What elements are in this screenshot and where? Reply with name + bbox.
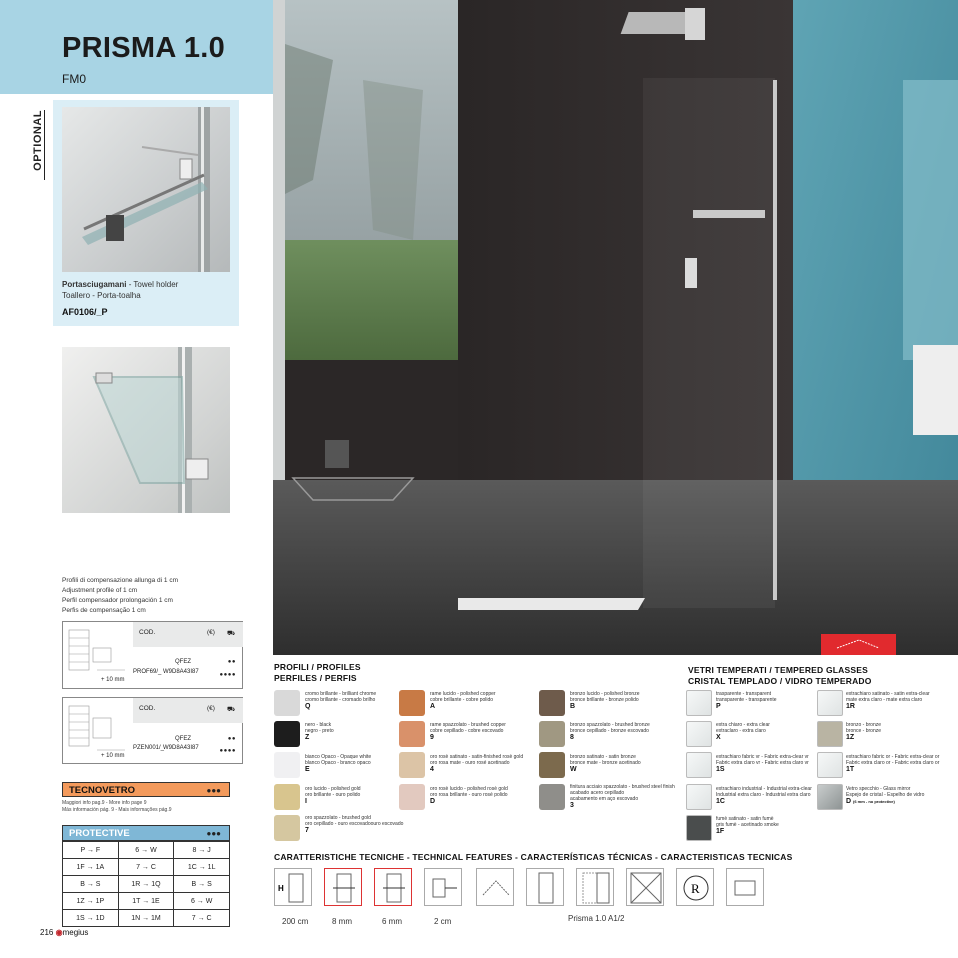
brand-logo-icon: ◉ — [55, 928, 63, 937]
table-row: 1Z → 1P 1T → 1E 6 → W — [63, 893, 230, 910]
adjustment-table-2: COD. (€) ⛟ QFEZ ●● PZEN001/_ W9D8A43I87 ●●●● + 10 mm — [62, 697, 243, 764]
optional-caption: Portasciugamani - Towel holder Toallero - Porta-toalha — [62, 280, 179, 300]
table-header: COD. (€) ⛟ — [133, 698, 243, 723]
swatch-z — [274, 721, 300, 747]
page-footer — [40, 928, 88, 937]
adjustment-profile-text: Profili di compensazione allunga di 1 cm Adjustment profile of 1 cm Perfil compensador prolongación 1 cm Perfis de compensação 1 cm — [62, 577, 178, 614]
swatch-4 — [399, 752, 425, 778]
table-header: COD. (€) ⛟ — [133, 622, 243, 647]
layout-badge — [821, 634, 896, 655]
glass-swatch-x — [686, 721, 712, 747]
glass-swatch-d — [817, 784, 843, 810]
thickness-8-value: 8 mm — [332, 917, 352, 926]
glass-d: Vetro specchio - Glass mirror Espejo de cristal - Espelho de vidro D (6 mm - no protective) — [846, 786, 925, 805]
glass-p: trasparente - transparent transparente - transparente P — [716, 691, 777, 710]
swatch-i — [274, 784, 300, 810]
truck-icon: ⛟ — [227, 706, 236, 713]
profile-3: finitura acciaio spazzolato - brushed steel finish acabado acero cepillado acabamento em aço escovado 3 — [570, 784, 675, 809]
optional-code: AF0106/_P — [62, 307, 108, 317]
profile-7: oro spazzolato - brushed gold oro cepillado - ouro escovadoouro escovado 7 — [305, 815, 404, 834]
svg-text:H: H — [278, 884, 284, 893]
table-row: B → S 1R → 1Q B → S — [63, 876, 230, 893]
protective-band: PROTECTIVE ●●● — [62, 825, 230, 841]
profile-sketch-2 — [67, 702, 129, 754]
glass-1f: fumè satinato - satin fumè gris fumè - acetinado smoke 1F — [716, 816, 779, 835]
glasses-heading: VETRI TEMPERATI / TEMPERED GLASSES CRISTAL TEMPLADO / VIDRO TEMPERADO — [688, 665, 872, 686]
swatch-d — [399, 784, 425, 810]
glass-swatch-1r — [817, 690, 843, 716]
glass-1z: bronzo - bronze bronce - bronze 1Z — [846, 722, 882, 741]
model-code: FM0 — [62, 72, 86, 86]
corner-shelf-photo — [62, 347, 230, 513]
swatch-8 — [539, 721, 565, 747]
hero-photo — [273, 0, 958, 655]
adjustment-table-1: COD. (€) ⛟ QFEZ ●● PROF69/_ W9D8A43I87 ●●●● + 10 mm — [62, 621, 243, 689]
profile-8: bronzo spazzolato - brushed bronze bronce cepillado - bronze escovado 8 — [570, 722, 650, 741]
tray-icon — [626, 868, 664, 906]
table-row: 1F → 1A 7 → C 1C → 1L — [63, 859, 230, 876]
profile-e: bianco Opaco - Opaque white blanco Opaco - branco opaco E — [305, 754, 372, 773]
swatch-9 — [399, 721, 425, 747]
swatch-b — [539, 690, 565, 716]
profile-z: nero - black negro - preto Z — [305, 722, 334, 741]
profile-9: rame spazzolato - brushed copper cobre cepillado - cobre escovado 9 — [430, 722, 506, 741]
profile-q: cromo brillante - brilliant chrome cromo brillante - cromado brilho Q — [305, 691, 377, 710]
glass-swatch-1z — [817, 721, 843, 747]
walk-in-layout-icon — [476, 868, 514, 906]
profiles-heading: PROFILI / PROFILES PERFILES / PERFIS — [274, 662, 361, 683]
optional-label: OPTIONAL — [30, 110, 46, 180]
tecnovetro-band: TECNOVETRO ●●● — [62, 782, 230, 797]
glass-thickness-6-icon — [374, 868, 412, 906]
tecnovetro-note: Maggiori info pag.9 - More info page 9 Más información pág. 9 - Mais informações pág.9 — [62, 800, 172, 813]
swatch-7 — [274, 815, 300, 841]
glass-1c: extrachiaro industrial - Industrial extra-clear Industrial extra claro - Industrial extra claro 1C — [716, 786, 812, 805]
truck-icon: ⛟ — [227, 630, 236, 637]
glass-1s: extrachiaro fabric vr - Fabric extra-clear vr Fabric extra claro vr - Fabric extra claro vr 1S — [716, 754, 809, 773]
reversible-r-icon — [676, 868, 714, 906]
glass-swatch-1t — [817, 752, 843, 778]
profile-a: rame lucido - polished copper cobre brillante - cobre polido A — [430, 691, 496, 710]
glass-thickness-8-icon — [324, 868, 362, 906]
wall-profile-icon — [726, 868, 764, 906]
glass-swatch-1s — [686, 752, 712, 778]
profile-4: oro rosè satinato - satin-finished rosè gold oro rosa mate - ouro rosé acetinado 4 — [430, 754, 524, 773]
profile-w: bronzo satinato - satin bronze bronce mate - bronze acetinado W — [570, 754, 641, 773]
thickness-6-value: 6 mm — [382, 917, 402, 926]
swatch-w — [539, 752, 565, 778]
height-icon — [274, 868, 312, 906]
glass-swatch-p — [686, 690, 712, 716]
profile-b: bronzo lucido - polished bronze bronce brillante - bronze polido B — [570, 691, 640, 710]
glass-1r: extrachiaro satinato - satin extra-clear mate extra claro - mate extra claro 1R — [846, 691, 930, 710]
swatch-e — [274, 752, 300, 778]
profile-d: oro rosè lucido - polished rosè gold oro rosa brillante - ouro rosé polido D — [430, 786, 508, 805]
reversible-icon — [576, 868, 614, 906]
brand-name: megius — [62, 928, 89, 937]
swatch-3 — [539, 784, 565, 810]
glass-swatch-1c — [686, 784, 712, 810]
page-title: PRISMA 1.0 — [62, 32, 226, 64]
technical-heading: CARATTERISTICHE TECNICHE - TECHNICAL FEATURES - CARACTERÍSTICAS TÉCNICAS - CARACTERISTICAS TECNICAS — [274, 852, 793, 862]
profile-i: oro lucido - polished gold oro brillante - ouro polido I — [305, 786, 361, 805]
glass-x: extra chiaro - extra clear extraclaro - extra claro X — [716, 722, 770, 741]
panel-icon — [526, 868, 564, 906]
model-reference: Prisma 1.0 A1/2 — [568, 914, 625, 923]
adjustment-value: 2 cm — [434, 917, 452, 926]
page-number: 216 — [40, 928, 54, 937]
table-row: 1S → 1D 1N → 1M 7 → C — [63, 910, 230, 927]
swatch-a — [399, 690, 425, 716]
towel-holder-photo — [62, 107, 230, 272]
adjustment-icon — [424, 868, 462, 906]
glass-1t: extrachiaro fabric or - Fabric extra-clear or Fabric extra claro or - Fabric extra claro or 1T — [846, 754, 940, 773]
svg-text:R: R — [691, 881, 700, 896]
swatch-q — [274, 690, 300, 716]
glass-swatch-1f — [686, 815, 712, 841]
table-row: P → F 6 → W 8 → J — [63, 842, 230, 859]
protective-table — [62, 841, 230, 927]
profile-sketch-1 — [67, 626, 129, 678]
height-value: 200 cm — [282, 917, 309, 926]
